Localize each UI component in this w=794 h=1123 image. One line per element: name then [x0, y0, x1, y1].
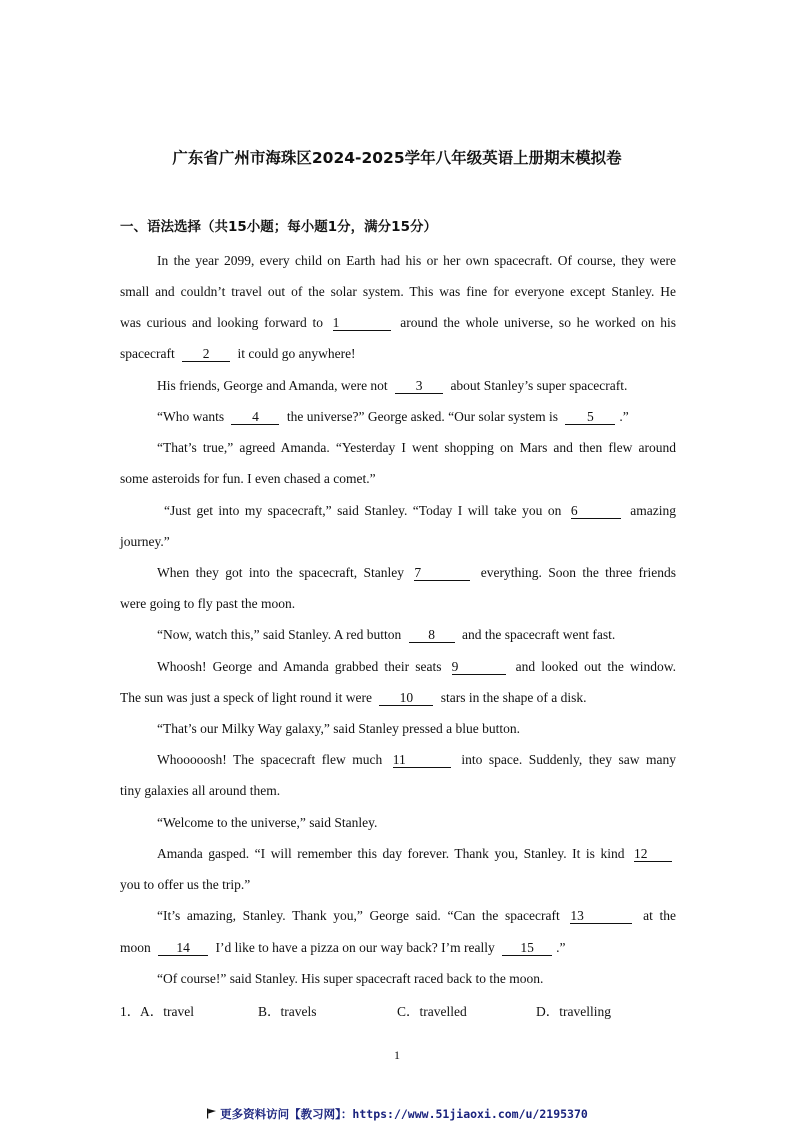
passage-text: “Just get into my spacecraft,” said Stanley. “Today I will take you on	[164, 503, 562, 518]
passage-text: everything. Soon the three friends	[480, 565, 677, 580]
blank-13: 13	[570, 909, 632, 924]
passage-text: In the year 2099, every child on Earth had his or her own spacecraft. Of course, they were	[157, 253, 676, 268]
passage-text: Whooooosh! The spacecraft flew much	[157, 752, 383, 767]
passage-text: Amanda gasped. “I will remember this day forever. Thank you, Stanley. It is kind	[157, 846, 625, 861]
option-a: A．travel	[140, 1004, 194, 1019]
passage-text: .”	[619, 409, 629, 424]
question-number: 1．	[120, 1004, 141, 1019]
blank-11: 11	[393, 753, 451, 768]
passage-line	[120, 900, 676, 931]
passage-text: “That’s our Milky Way galaxy,” said Stanley pressed a blue button.	[157, 721, 520, 736]
blank-7: 7	[414, 566, 470, 581]
passage-line	[120, 619, 676, 650]
passage-text: “Of course!” said Stanley. His super spacecraft raced back to the moon.	[157, 971, 544, 986]
passage-line	[120, 651, 676, 682]
passage-text: about Stanley’s super spacecraft.	[450, 378, 628, 393]
blank-5: 5	[565, 410, 615, 425]
passage-line	[120, 744, 676, 775]
document-title: 广东省广州市海珠区2024-2025学年八年级英语上册期末模拟卷	[172, 149, 622, 167]
passage-text: “Now, watch this,” said Stanley. A red button	[157, 627, 402, 642]
passage-text: “Who wants	[157, 409, 225, 424]
passage-text: stars in the shape of a disk.	[440, 690, 587, 705]
passage-text: you to offer us the trip.”	[120, 877, 251, 892]
passage-text: His friends, George and Amanda, were not	[157, 378, 388, 393]
blank-3: 3	[395, 379, 443, 394]
blank-8: 8	[409, 628, 455, 643]
passage-line	[120, 557, 676, 588]
passage-text: were going to fly past the moon.	[120, 596, 296, 611]
passage-line	[120, 432, 676, 463]
flag-icon	[206, 1108, 217, 1122]
passage-text: and looked out the window.	[515, 659, 676, 674]
passage-line	[120, 932, 676, 963]
blank-14: 14	[158, 941, 208, 956]
passage-text: “Welcome to the universe,” said Stanley.	[157, 815, 378, 830]
passage-text: at the	[643, 908, 676, 923]
section-heading: 一、语法选择（共15小题；每小题1分，满分15分）	[120, 219, 437, 235]
option-c: C．travelled	[397, 1004, 467, 1019]
passage-text: “It’s amazing, Stanley. Thank you,” George said. “Can the spacecraft	[157, 908, 560, 923]
passage-line	[120, 495, 676, 526]
passage-line	[120, 963, 676, 994]
footer-text: 更多资料访问【教习网】：https://www.51jiaoxi.com/u/2195370	[220, 1107, 588, 1121]
passage-line	[120, 775, 676, 806]
blank-9: 9	[452, 660, 506, 675]
passage-line	[120, 370, 676, 401]
passage-line	[120, 838, 676, 869]
passage-line	[120, 463, 676, 494]
blank-15: 15	[502, 941, 552, 956]
passage-text: small and couldn’t travel out of the solar system. This was fine for everyone except Stanley. He	[120, 284, 676, 299]
passage-text: moon	[120, 940, 151, 955]
footer-link[interactable]	[0, 1106, 794, 1122]
passage-line	[120, 307, 676, 338]
passage-text: was curious and looking forward to	[120, 315, 323, 330]
passage-line	[120, 682, 676, 713]
passage-text: some asteroids for fun. I even chased a comet.”	[120, 471, 376, 486]
passage-text: tiny galaxies all around them.	[120, 783, 281, 798]
passage-text: When they got into the spacecraft, Stanley	[157, 565, 404, 580]
passage-text: .”	[556, 940, 566, 955]
option-d: D．travelling	[536, 1004, 611, 1019]
passage-text: spacecraft	[120, 346, 175, 361]
passage-text: The sun was just a speck of light round it were	[120, 690, 372, 705]
blank-10: 10	[379, 691, 433, 706]
passage-text: amazing	[630, 503, 677, 518]
blank-2: 2	[182, 347, 230, 362]
passage-text: around the whole universe, so he worked on his	[400, 315, 677, 330]
passage-text: and the spacecraft went fast.	[461, 627, 616, 642]
passage-line	[120, 245, 676, 276]
blank-6: 6	[571, 504, 621, 519]
passage-text: I’d like to have a pizza on our way back? I’m really	[215, 940, 495, 955]
passage-line	[120, 807, 676, 838]
blank-4: 4	[231, 410, 279, 425]
passage-text: it could go anywhere!	[237, 346, 356, 361]
passage-line	[120, 713, 676, 744]
question-1	[120, 1000, 680, 1020]
passage-text: “That’s true,” agreed Amanda. “Yesterday I went shopping on Mars and then flew around	[157, 440, 676, 455]
passage-line	[120, 338, 676, 369]
passage-line	[120, 526, 676, 557]
blank-1: 1	[333, 316, 391, 331]
passage-text: Whoosh! George and Amanda grabbed their seats	[157, 659, 442, 674]
passage-text: the universe?” George asked. “Our solar system is	[286, 409, 559, 424]
passage-line	[120, 869, 676, 900]
page-number: 1	[394, 1048, 400, 1062]
passage-text: into space. Suddenly, they saw many	[461, 752, 677, 767]
passage-line	[120, 401, 676, 432]
blank-12: 12	[634, 847, 672, 862]
passage-line	[120, 276, 676, 307]
option-b: B．travels	[258, 1004, 317, 1019]
passage-text: journey.”	[120, 534, 170, 549]
passage-line	[120, 588, 676, 619]
